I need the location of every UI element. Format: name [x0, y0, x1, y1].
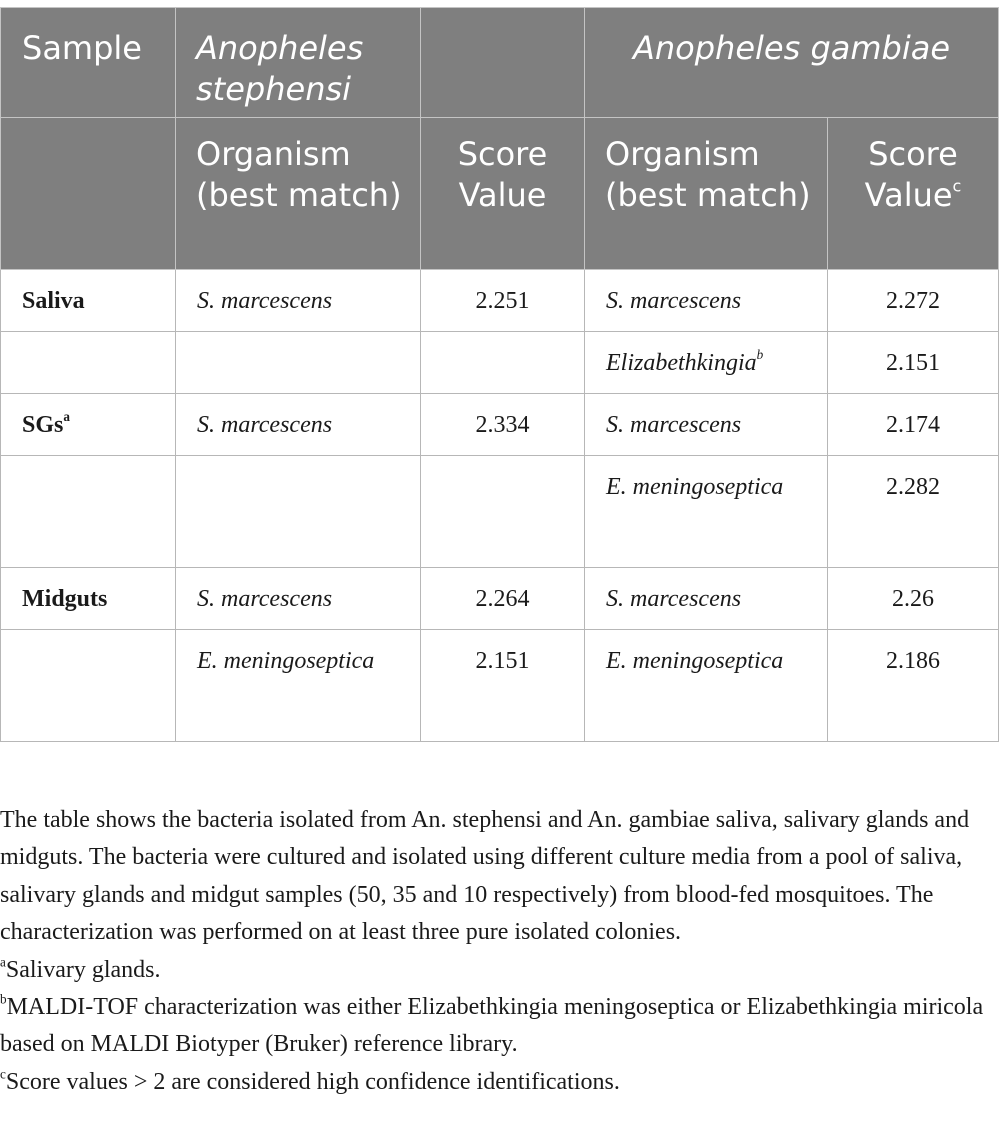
table-description: The table shows the bacteria isolated from An. stephensi and An. gambiae saliva, salivary glands and midguts. The bacteria were cultured and isolated using different culture media from a pool of saliva, salivary glands and midgut samples (50, 35 and 10 respectively) from blood-fed mosquitoes. The characterization was performed on at least three pure isolated colonies. — [0, 807, 970, 946]
cell-sample — [1, 270, 176, 332]
organism-name: S. marcescens — [197, 586, 333, 612]
footnote-text: Score values > 2 are considered high confidence identifications. — [5, 1068, 620, 1095]
footnote-mark: b — [0, 991, 7, 1007]
header-score-label: Score Value — [457, 135, 548, 214]
cell-stephensi-score — [421, 568, 585, 630]
header-organism-1 — [176, 118, 421, 270]
cell-gambiae-score — [828, 332, 999, 394]
cell-stephensi-score — [421, 394, 585, 456]
cell-sample — [1, 456, 176, 568]
organism-name: S. marcescens — [606, 586, 742, 612]
organism-name: Elizabethkingia — [606, 350, 757, 376]
score-value: 2.151 — [886, 350, 940, 376]
score-value: 2.26 — [892, 586, 934, 612]
table-row — [1, 394, 999, 456]
header-sample-label: Sample — [22, 29, 142, 67]
table-row — [1, 568, 999, 630]
cell-gambiae-organism — [585, 630, 828, 742]
organism-name: E. meningoseptica — [606, 648, 784, 674]
footnote-marker: a — [63, 408, 70, 424]
cell-stephensi-organism — [176, 394, 421, 456]
organism-name: E. meningoseptica — [606, 474, 784, 500]
header-sample — [1, 8, 176, 118]
footnote-a — [0, 952, 999, 989]
cell-stephensi-organism — [176, 332, 421, 394]
cell-gambiae-organism — [585, 332, 828, 394]
score-value: 2.151 — [475, 648, 530, 674]
organism-name: S. marcescens — [606, 412, 742, 438]
cell-gambiae-organism — [585, 270, 828, 332]
table-row — [1, 630, 999, 742]
footnote-marker: b — [756, 346, 764, 362]
score-value: 2.186 — [886, 648, 940, 674]
cell-gambiae-organism — [585, 456, 828, 568]
cell-sample — [1, 332, 176, 394]
cell-gambiae-score — [828, 456, 999, 568]
score-value: 2.174 — [886, 412, 940, 438]
footnote-marker: c — [952, 176, 962, 196]
results-table — [0, 7, 999, 742]
cell-sample — [1, 568, 176, 630]
cell-sample — [1, 630, 176, 742]
cell-stephensi-organism — [176, 456, 421, 568]
cell-stephensi-score — [421, 332, 585, 394]
sample-label: SGs — [22, 412, 64, 438]
header-species-2 — [585, 8, 999, 118]
header-species-1 — [176, 8, 421, 118]
score-value: 2.272 — [886, 288, 940, 314]
table-header-row-2 — [1, 118, 999, 270]
footnote-text: Salivary glands. — [5, 956, 161, 983]
header-species-1-label: Anopheles stephensi — [196, 29, 364, 108]
header-organism-label: Organism (best match) — [196, 135, 402, 214]
cell-stephensi-score — [421, 630, 585, 742]
table-row — [1, 270, 999, 332]
cell-gambiae-score — [828, 630, 999, 742]
header-empty — [421, 8, 585, 118]
footnote-text: MALDI-TOF characterization was either Elizabethkingia meningoseptica or Elizabethkingia miricola based on MALDI Biotyper (Bruker) reference library. — [0, 994, 984, 1058]
cell-stephensi-organism — [176, 270, 421, 332]
cell-sample — [1, 394, 176, 456]
sample-label: Midguts — [22, 586, 108, 612]
footnote-c — [0, 1064, 999, 1101]
score-value: 2.264 — [475, 586, 530, 612]
score-value: 2.334 — [475, 412, 530, 438]
organism-name: S. marcescens — [197, 288, 333, 314]
cell-gambiae-organism — [585, 394, 828, 456]
header-score-2 — [828, 118, 999, 270]
header-organism-label: Organism (best match) — [605, 135, 811, 214]
cell-gambiae-score — [828, 270, 999, 332]
cell-stephensi-score — [421, 270, 585, 332]
footnote-mark: c — [0, 1066, 6, 1082]
score-value: 2.282 — [886, 474, 940, 500]
header-organism-2 — [585, 118, 828, 270]
table-row — [1, 456, 999, 568]
footnote-b — [0, 989, 999, 1064]
header-species-2-label: Anopheles gambiae — [632, 29, 951, 67]
cell-stephensi-organism — [176, 568, 421, 630]
table-notes — [0, 802, 999, 1101]
table-header-row-1 — [1, 8, 999, 118]
footnote-mark: a — [0, 954, 6, 970]
cell-gambiae-organism — [585, 568, 828, 630]
score-value: 2.251 — [475, 288, 530, 314]
header-score-1 — [421, 118, 585, 270]
cell-stephensi-score — [421, 456, 585, 568]
table-row — [1, 332, 999, 394]
header-score-label: Score Value — [864, 135, 958, 214]
sample-label: Saliva — [22, 288, 85, 314]
organism-name: E. meningoseptica — [197, 648, 375, 674]
organism-name: S. marcescens — [197, 412, 333, 438]
cell-gambiae-score — [828, 394, 999, 456]
cell-stephensi-organism — [176, 630, 421, 742]
header-blank — [1, 118, 176, 270]
cell-gambiae-score — [828, 568, 999, 630]
organism-name: S. marcescens — [606, 288, 742, 314]
